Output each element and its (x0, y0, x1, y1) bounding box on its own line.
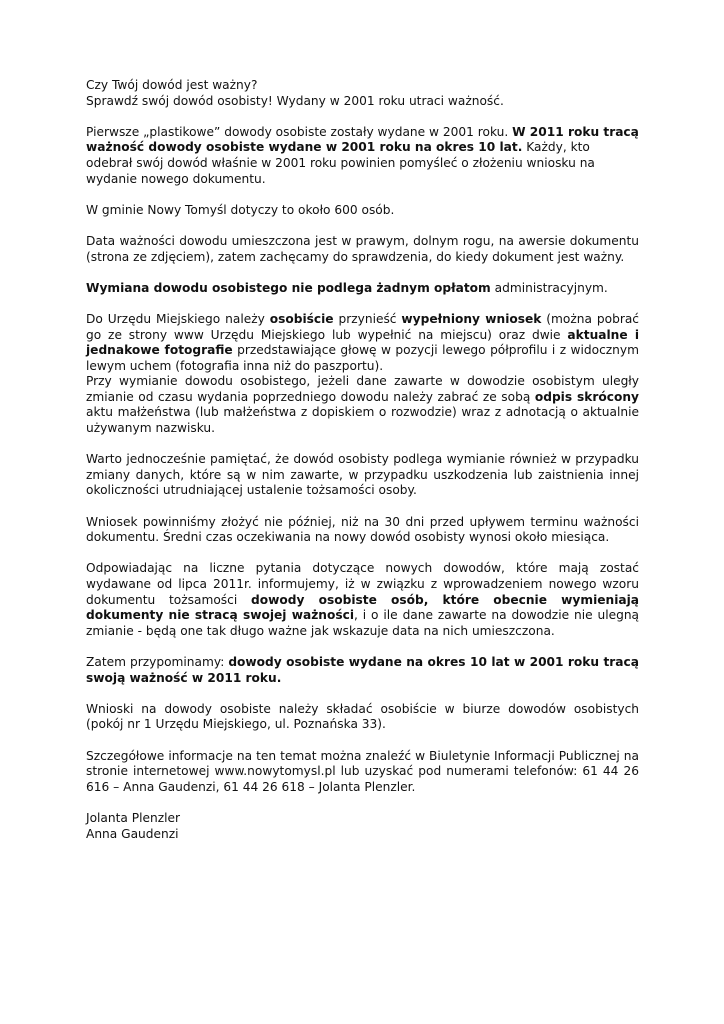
document-body (86, 78, 639, 858)
bold-text: dowody osobiste osób, które obecnie wymieniają dokumenty nie stracą swojej ważności (86, 592, 640, 623)
paragraph-contact-info: Szczegółowe informacje na ten temat można znaleźć w Biuletynie Informacji Publicznej na stronie internetowej www.nowytomysl.pl lub uzyskać pod numerami telefonów: 61 44 26 616 – Anna Gaudenzi, 61 44 26 618 – Jolanta Plenzler. (86, 748, 639, 794)
intro-paragraph (86, 78, 639, 109)
paragraph-no-fee (86, 281, 639, 297)
text: aktu małżeństwa (lub małżeństwa z dopiskiem o rozwodzie) wraz z adnotacją o aktualnie używanym nazwisku. (86, 405, 639, 436)
text: administracyjnym. (490, 280, 608, 295)
paragraph-reminder (86, 655, 639, 686)
bold-text: osobiście (269, 311, 334, 326)
signature-name: Jolanta Plenzler (86, 810, 181, 825)
bold-text: wypełniony wniosek (401, 311, 542, 326)
signature-name: Anna Gaudenzi (86, 826, 179, 841)
intro-question: Czy Twój dowód jest ważny? (86, 78, 258, 92)
text: Odpowiadając na liczne pytania dotyczące nowych dowodów, które mają zostać wydawane od lipca 2011r. informujemy, iż w związku z wprowadzeniem nowego wzoru dokumentu tożsamości (86, 561, 639, 607)
text: (można pobrać go ze strony www Urzędu Miejskiego lub wypełnić na miejscu) oraz dwie (86, 311, 640, 342)
paragraph-change-data: Warto jednocześnie pamiętać, że dowód osobisty podlega wymianie również w przypadku zmiany danych, które są w nim zawarte, w przypadku uszkodzenia lub zaistnienia innej okoliczności utrudniającej ustalenie tożsamości osoby. (86, 452, 639, 498)
paragraph-new-format (86, 561, 639, 639)
text: Każdy, kto odebrał swój dowód właśnie w 2001 roku powinien pomyśleć o złożeniu wniosku na wydanie nowego dokumentu. (86, 140, 595, 186)
paragraph-required-documents (86, 312, 639, 374)
bold-text: W 2011 roku tracą ważność dowody osobiste wydane w 2001 roku na okres 10 lat. (86, 124, 639, 155)
paragraph-marriage-certificate (86, 374, 639, 436)
bold-text: odpis skrócony (534, 389, 639, 404)
paragraph-expiry-location: Data ważności dowodu umieszczona jest w prawym, dolnym rogu, na awersie dokumentu (strona ze zdjęciem), zatem zachęcamy do sprawdzenia, do kiedy dokument jest ważny. (86, 233, 639, 264)
bold-text: Wymiana dowodu osobistego nie podlega żadnym opłatom (86, 280, 491, 295)
signature-block (86, 811, 639, 842)
bold-text: dowody osobiste wydane na okres 10 lat w 2001 roku tracą swoją ważność w 2011 roku. (86, 654, 639, 685)
paragraph-office-location: Wnioski na dowody osobiste należy składać osobiście w biurze dowodów osobistych (pokój nr 1 Urzędu Miejskiego, ul. Poznańska 33). (86, 701, 639, 732)
bold-text: aktualne i jednakowe fotografie (86, 327, 640, 358)
text: Przy wymianie dowodu osobistego, jeżeli dane zawarte w dowodzie osobistym uległy zmianie od czasu wydania poprzedniego dowodu należy zabrać ze sobą (86, 374, 639, 404)
intro-warning: Sprawdź swój dowód osobisty! Wydany w 2001 roku utraci ważność. (86, 93, 504, 108)
text: przedstawiające głowę w pozycji lewego półprofilu i z widocznym lewym uchem (fotografia inna niż do paszportu). (86, 343, 639, 373)
text: Do Urzędu Miejskiego należy (86, 311, 270, 326)
paragraph-plastic-ids (86, 125, 639, 187)
text: Pierwsze „plastikowe” dowody osobiste zostały wydane w 2001 roku. (86, 124, 513, 139)
paragraph-gmina-count: W gminie Nowy Tomyśl dotyczy to około 600 osób. (86, 202, 395, 217)
text: Zatem przypominamy: (86, 654, 229, 669)
text: przynieść (333, 311, 402, 326)
text: , i o ile dane zawarte na dowodzie nie ulegną zmianie - będą one tak długo ważne jak wskazuje data na nich umieszczona. (86, 608, 640, 638)
paragraph-deadline: Wniosek powinniśmy złożyć nie później, niż na 30 dni przed upływem terminu ważności dokumentu. Średni czas oczekiwania na nowy dowód osobisty wynosi około miesiąca. (86, 514, 639, 545)
